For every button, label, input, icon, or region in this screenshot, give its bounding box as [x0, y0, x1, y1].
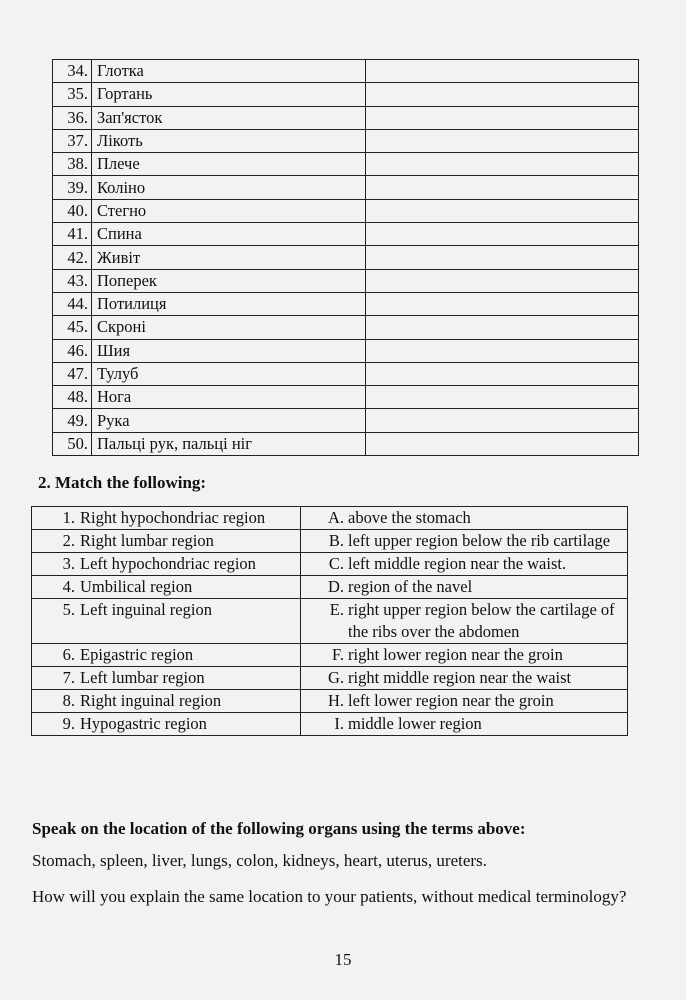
vocab-word: Стегно: [92, 199, 366, 222]
vocab-row: [53, 386, 639, 409]
vocab-answer-cell: [366, 339, 639, 362]
question-text: How will you explain the same location to your patients, without medical terminology?: [32, 887, 627, 906]
match-right-letter: E.: [329, 600, 344, 619]
vocab-word: Глотка: [92, 60, 366, 83]
vocab-word: Зап'ясток: [92, 106, 366, 129]
vocab-word: Шия: [92, 339, 366, 362]
vocab-row: [53, 339, 639, 362]
match-right-description: right middle region near the waist: [348, 668, 572, 687]
match-right-letter: G.: [327, 668, 344, 687]
match-right-letter: I.: [334, 714, 344, 733]
match-right-description: left lower region near the groin: [348, 691, 554, 710]
vocab-answer-cell: [366, 199, 639, 222]
match-left-term: Left lumbar region: [80, 668, 205, 687]
vocab-answer-cell: [366, 269, 639, 292]
match-left-cell: [32, 667, 301, 690]
vocab-answer-cell: [366, 246, 639, 269]
vocab-word: Спина: [92, 223, 366, 246]
match-left-number: 8.: [62, 691, 75, 710]
match-right-description: above the stomach: [348, 508, 471, 527]
match-right-letter: D.: [327, 577, 344, 596]
vocab-number: 35.: [53, 83, 92, 106]
match-row: [32, 530, 628, 553]
vocab-answer-cell: [366, 409, 639, 432]
vocab-number: 44.: [53, 292, 92, 315]
vocab-word: Живіт: [92, 246, 366, 269]
match-row: [32, 667, 628, 690]
match-left-number: 9.: [62, 714, 75, 733]
matching-table: [31, 506, 628, 736]
match-left-cell: [32, 644, 301, 667]
vocab-word: Нога: [92, 386, 366, 409]
vocab-word: Поперек: [92, 269, 366, 292]
vocab-answer-cell: [366, 386, 639, 409]
organs-list: Stomach, spleen, liver, lungs, colon, kidneys, heart, uterus, ureters.: [32, 851, 487, 870]
match-left-number: 1.: [62, 508, 75, 527]
vocab-answer-cell: [366, 176, 639, 199]
match-left-term: Left inguinal region: [80, 600, 212, 619]
match-left-cell: [32, 553, 301, 576]
match-right-cell: [301, 713, 628, 736]
match-left-number: 7.: [62, 668, 75, 687]
match-right-description: left upper region below the rib cartilage: [348, 531, 611, 550]
match-left-term: Umbilical region: [80, 577, 193, 596]
match-right-cell: [301, 667, 628, 690]
vocab-row: [53, 316, 639, 339]
match-row: [32, 576, 628, 599]
match-row: [32, 507, 628, 530]
match-right-description: right lower region near the groin: [348, 645, 563, 664]
vocab-answer-cell: [366, 83, 639, 106]
match-right-letter: F.: [332, 645, 344, 664]
vocab-word: Потилиця: [92, 292, 366, 315]
vocab-row: [53, 223, 639, 246]
vocab-answer-cell: [366, 223, 639, 246]
speaking-task-title: Speak on the location of the following organs using the terms above:: [32, 819, 526, 838]
vocab-row: [53, 129, 639, 152]
vocab-word: Пальці рук, пальці ніг: [92, 432, 366, 455]
match-right-cell: [301, 507, 628, 530]
vocab-answer-cell: [366, 60, 639, 83]
vocab-number: 48.: [53, 386, 92, 409]
vocab-row: [53, 269, 639, 292]
vocab-number: 50.: [53, 432, 92, 455]
vocab-row: [53, 106, 639, 129]
vocab-number: 49.: [53, 409, 92, 432]
vocab-answer-cell: [366, 292, 639, 315]
vocab-answer-cell: [366, 129, 639, 152]
match-row: [32, 690, 628, 713]
vocab-answer-cell: [366, 106, 639, 129]
vocab-number: 34.: [53, 60, 92, 83]
match-row: [32, 599, 628, 644]
vocab-row: [53, 292, 639, 315]
match-left-cell: [32, 507, 301, 530]
match-left-cell: [32, 530, 301, 553]
match-right-letter: B.: [328, 531, 344, 550]
match-right-description: middle lower region: [348, 714, 482, 733]
match-left-cell: [32, 713, 301, 736]
vocab-answer-cell: [366, 432, 639, 455]
vocab-number: 43.: [53, 269, 92, 292]
vocab-number: 47.: [53, 362, 92, 385]
vocab-word: Тулуб: [92, 362, 366, 385]
match-left-term: Hypogastric region: [80, 714, 207, 733]
match-row: [32, 713, 628, 736]
vocab-row: [53, 83, 639, 106]
vocab-number: 37.: [53, 129, 92, 152]
vocab-answer-cell: [366, 362, 639, 385]
vocab-word: Коліно: [92, 176, 366, 199]
match-row: [32, 553, 628, 576]
vocab-number: 39.: [53, 176, 92, 199]
vocab-row: [53, 153, 639, 176]
vocab-row: [53, 199, 639, 222]
match-left-number: 6.: [62, 645, 75, 664]
vocab-word: Гортань: [92, 83, 366, 106]
vocab-row: [53, 176, 639, 199]
vocab-word: Плече: [92, 153, 366, 176]
vocab-number: 36.: [53, 106, 92, 129]
vocab-row: [53, 432, 639, 455]
match-right-letter: H.: [327, 691, 344, 710]
match-right-letter: A.: [327, 508, 344, 527]
match-right-description: region of the navel: [348, 577, 473, 596]
match-left-number: 3.: [62, 554, 75, 573]
vocab-word: Рука: [92, 409, 366, 432]
match-left-cell: [32, 576, 301, 599]
match-row: [32, 644, 628, 667]
match-right-cell: [301, 599, 628, 644]
match-left-term: Left hypochondriac region: [80, 554, 256, 573]
match-right-cell: [301, 576, 628, 599]
page-number: 15: [334, 950, 352, 969]
vocabulary-table: [52, 59, 639, 456]
vocab-number: 40.: [53, 199, 92, 222]
vocab-number: 41.: [53, 223, 92, 246]
vocab-number: 45.: [53, 316, 92, 339]
vocab-row: [53, 60, 639, 83]
section-title-match: 2. Match the following:: [38, 473, 207, 492]
match-right-description: right upper region below the cartilage of the ribs over the abdomen: [348, 600, 615, 641]
match-left-number: 2.: [62, 531, 75, 550]
vocab-row: [53, 362, 639, 385]
match-left-number: 4.: [62, 577, 75, 596]
match-right-cell: [301, 644, 628, 667]
match-right-cell: [301, 553, 628, 576]
vocab-row: [53, 246, 639, 269]
vocab-word: Лікоть: [92, 129, 366, 152]
match-left-number: 5.: [62, 600, 75, 619]
vocab-row: [53, 409, 639, 432]
match-left-term: Epigastric region: [80, 645, 194, 664]
match-left-cell: [32, 599, 301, 644]
vocab-number: 42.: [53, 246, 92, 269]
vocab-number: 38.: [53, 153, 92, 176]
match-left-term: Right inguinal region: [80, 691, 222, 710]
vocab-answer-cell: [366, 316, 639, 339]
vocab-answer-cell: [366, 153, 639, 176]
match-right-cell: [301, 690, 628, 713]
vocab-number: 46.: [53, 339, 92, 362]
match-right-cell: [301, 530, 628, 553]
match-right-description: left middle region near the waist.: [348, 554, 567, 573]
match-right-letter: C.: [328, 554, 344, 573]
match-left-term: Right hypochondriac region: [80, 508, 266, 527]
match-left-cell: [32, 690, 301, 713]
match-left-term: Right lumbar region: [80, 531, 214, 550]
vocab-word: Скроні: [92, 316, 366, 339]
